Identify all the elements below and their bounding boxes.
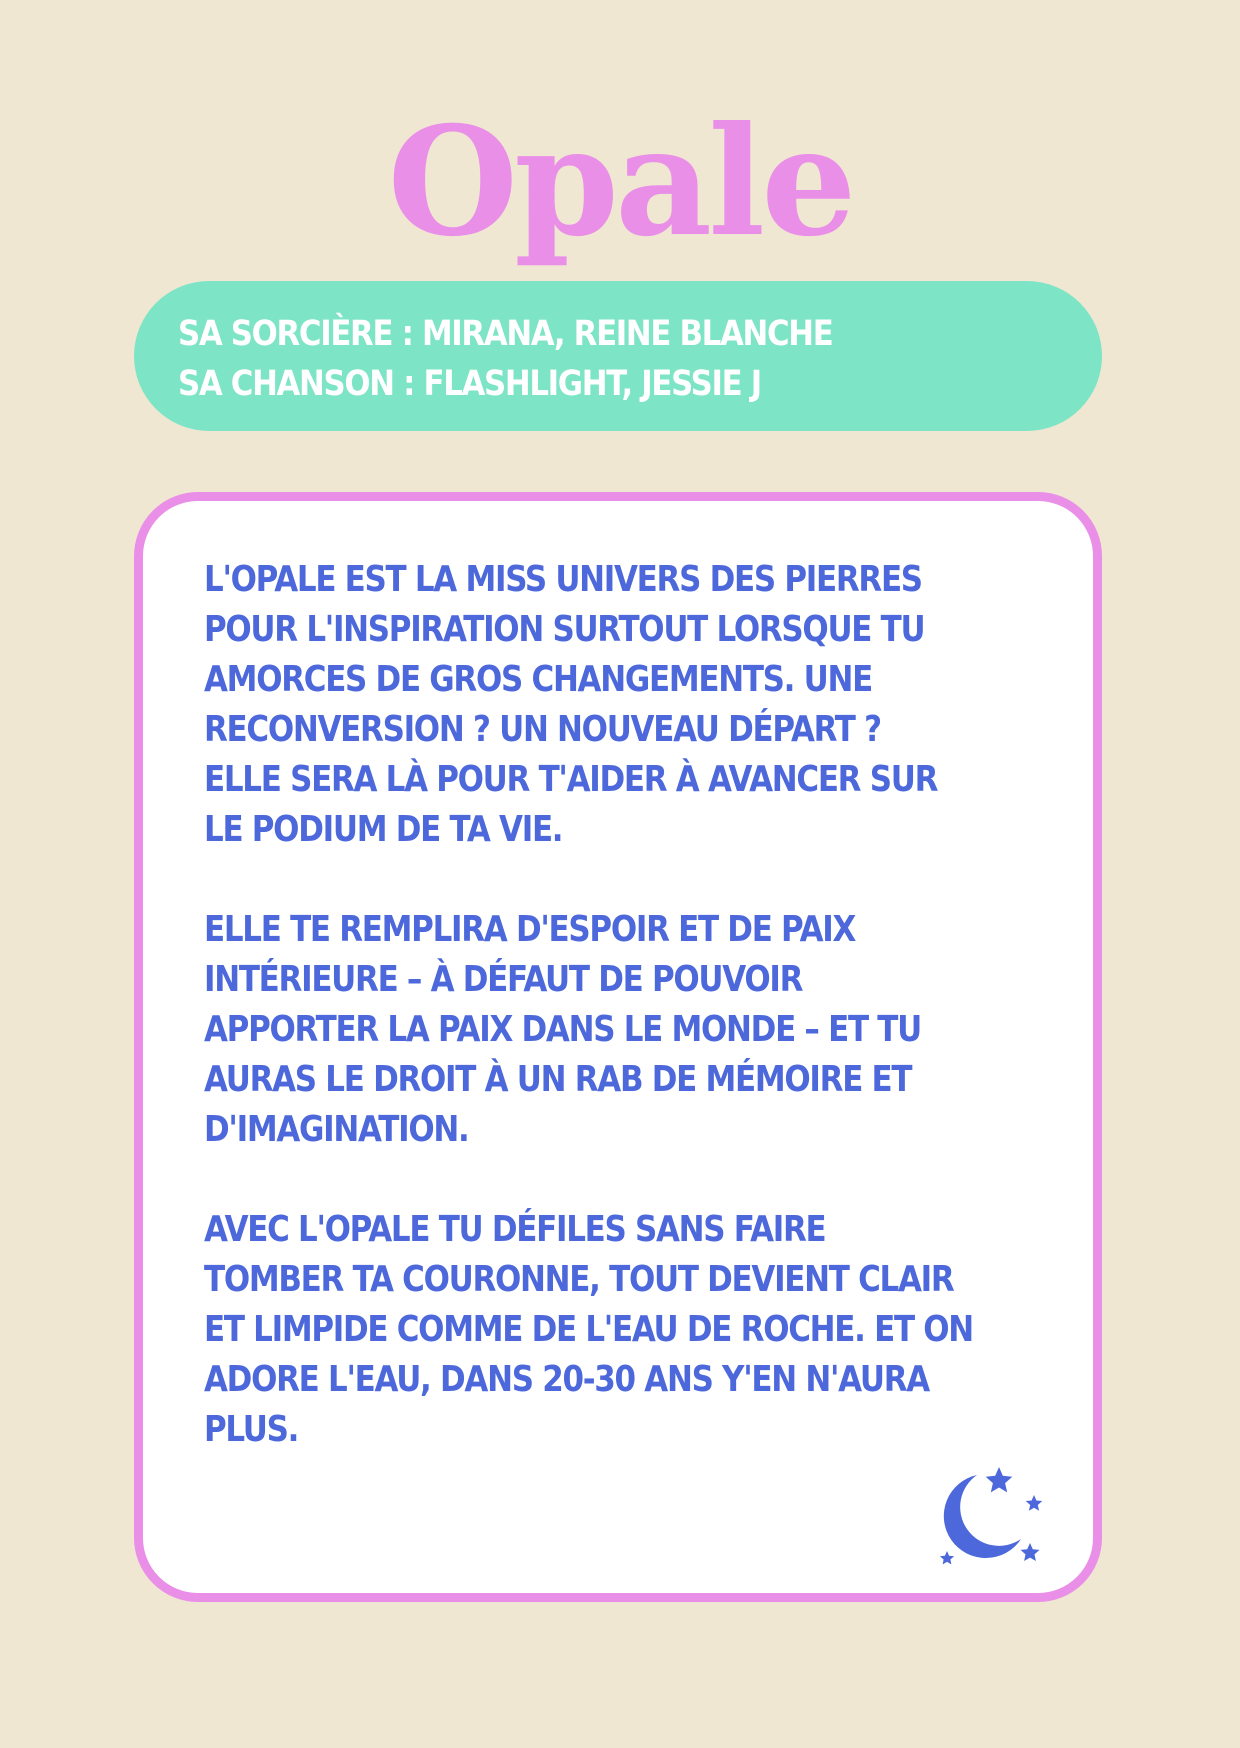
paragraph-line: INTÉRIEURE – À DÉFAUT DE POUVOIR bbox=[204, 959, 803, 1000]
paragraph-line: PLUS. bbox=[204, 1409, 299, 1450]
paragraph-line: AURAS LE DROIT À UN RAB DE MÉMOIRE ET bbox=[204, 1059, 912, 1100]
paragraph-line: ELLE TE REMPLIRA D'ESPOIR ET DE PAIX bbox=[204, 909, 856, 950]
paragraph-line: ELLE SERA LÀ POUR T'AIDER À AVANCER SUR bbox=[204, 759, 938, 800]
paragraph-line: L'OPALE EST LA MISS UNIVERS DES PIERRES bbox=[204, 559, 922, 600]
paragraph-line: RECONVERSION ? UN NOUVEAU DÉPART ? bbox=[204, 709, 881, 750]
page-title: Opale bbox=[387, 94, 853, 270]
paragraph-1 bbox=[204, 555, 1104, 855]
song-line: SA CHANSON : FLASHLIGHT, JESSIE J bbox=[178, 364, 761, 404]
paragraph-3 bbox=[204, 1205, 1104, 1455]
paragraph-line: APPORTER LA PAIX DANS LE MONDE – ET TU bbox=[204, 1009, 921, 1050]
paragraph-line: AVEC L'OPALE TU DÉFILES SANS FAIRE bbox=[204, 1209, 826, 1250]
description-card bbox=[134, 492, 1102, 1602]
info-banner bbox=[134, 281, 1102, 431]
paragraph-line: AMORCES DE GROS CHANGEMENTS. UNE bbox=[204, 659, 872, 700]
moon-stars-icon bbox=[933, 1461, 1053, 1581]
paragraph-line: LE PODIUM DE TA VIE. bbox=[204, 809, 563, 850]
paragraph-2 bbox=[204, 905, 1104, 1155]
paragraph-line: POUR L'INSPIRATION SURTOUT LORSQUE TU bbox=[204, 609, 925, 650]
paragraph-line: TOMBER TA COURONNE, TOUT DEVIENT CLAIR bbox=[204, 1259, 954, 1300]
paragraph-line: ET LIMPIDE COMME DE L'EAU DE ROCHE. ET ON bbox=[204, 1309, 973, 1350]
description-text bbox=[204, 555, 1104, 1505]
paragraph-line: D'IMAGINATION. bbox=[204, 1109, 469, 1150]
paragraph-line: ADORE L'EAU, DANS 20-30 ANS Y'EN N'AURA bbox=[204, 1359, 929, 1400]
witch-line: SA SORCIÈRE : MIRANA, REINE BLANCHE bbox=[178, 314, 833, 354]
